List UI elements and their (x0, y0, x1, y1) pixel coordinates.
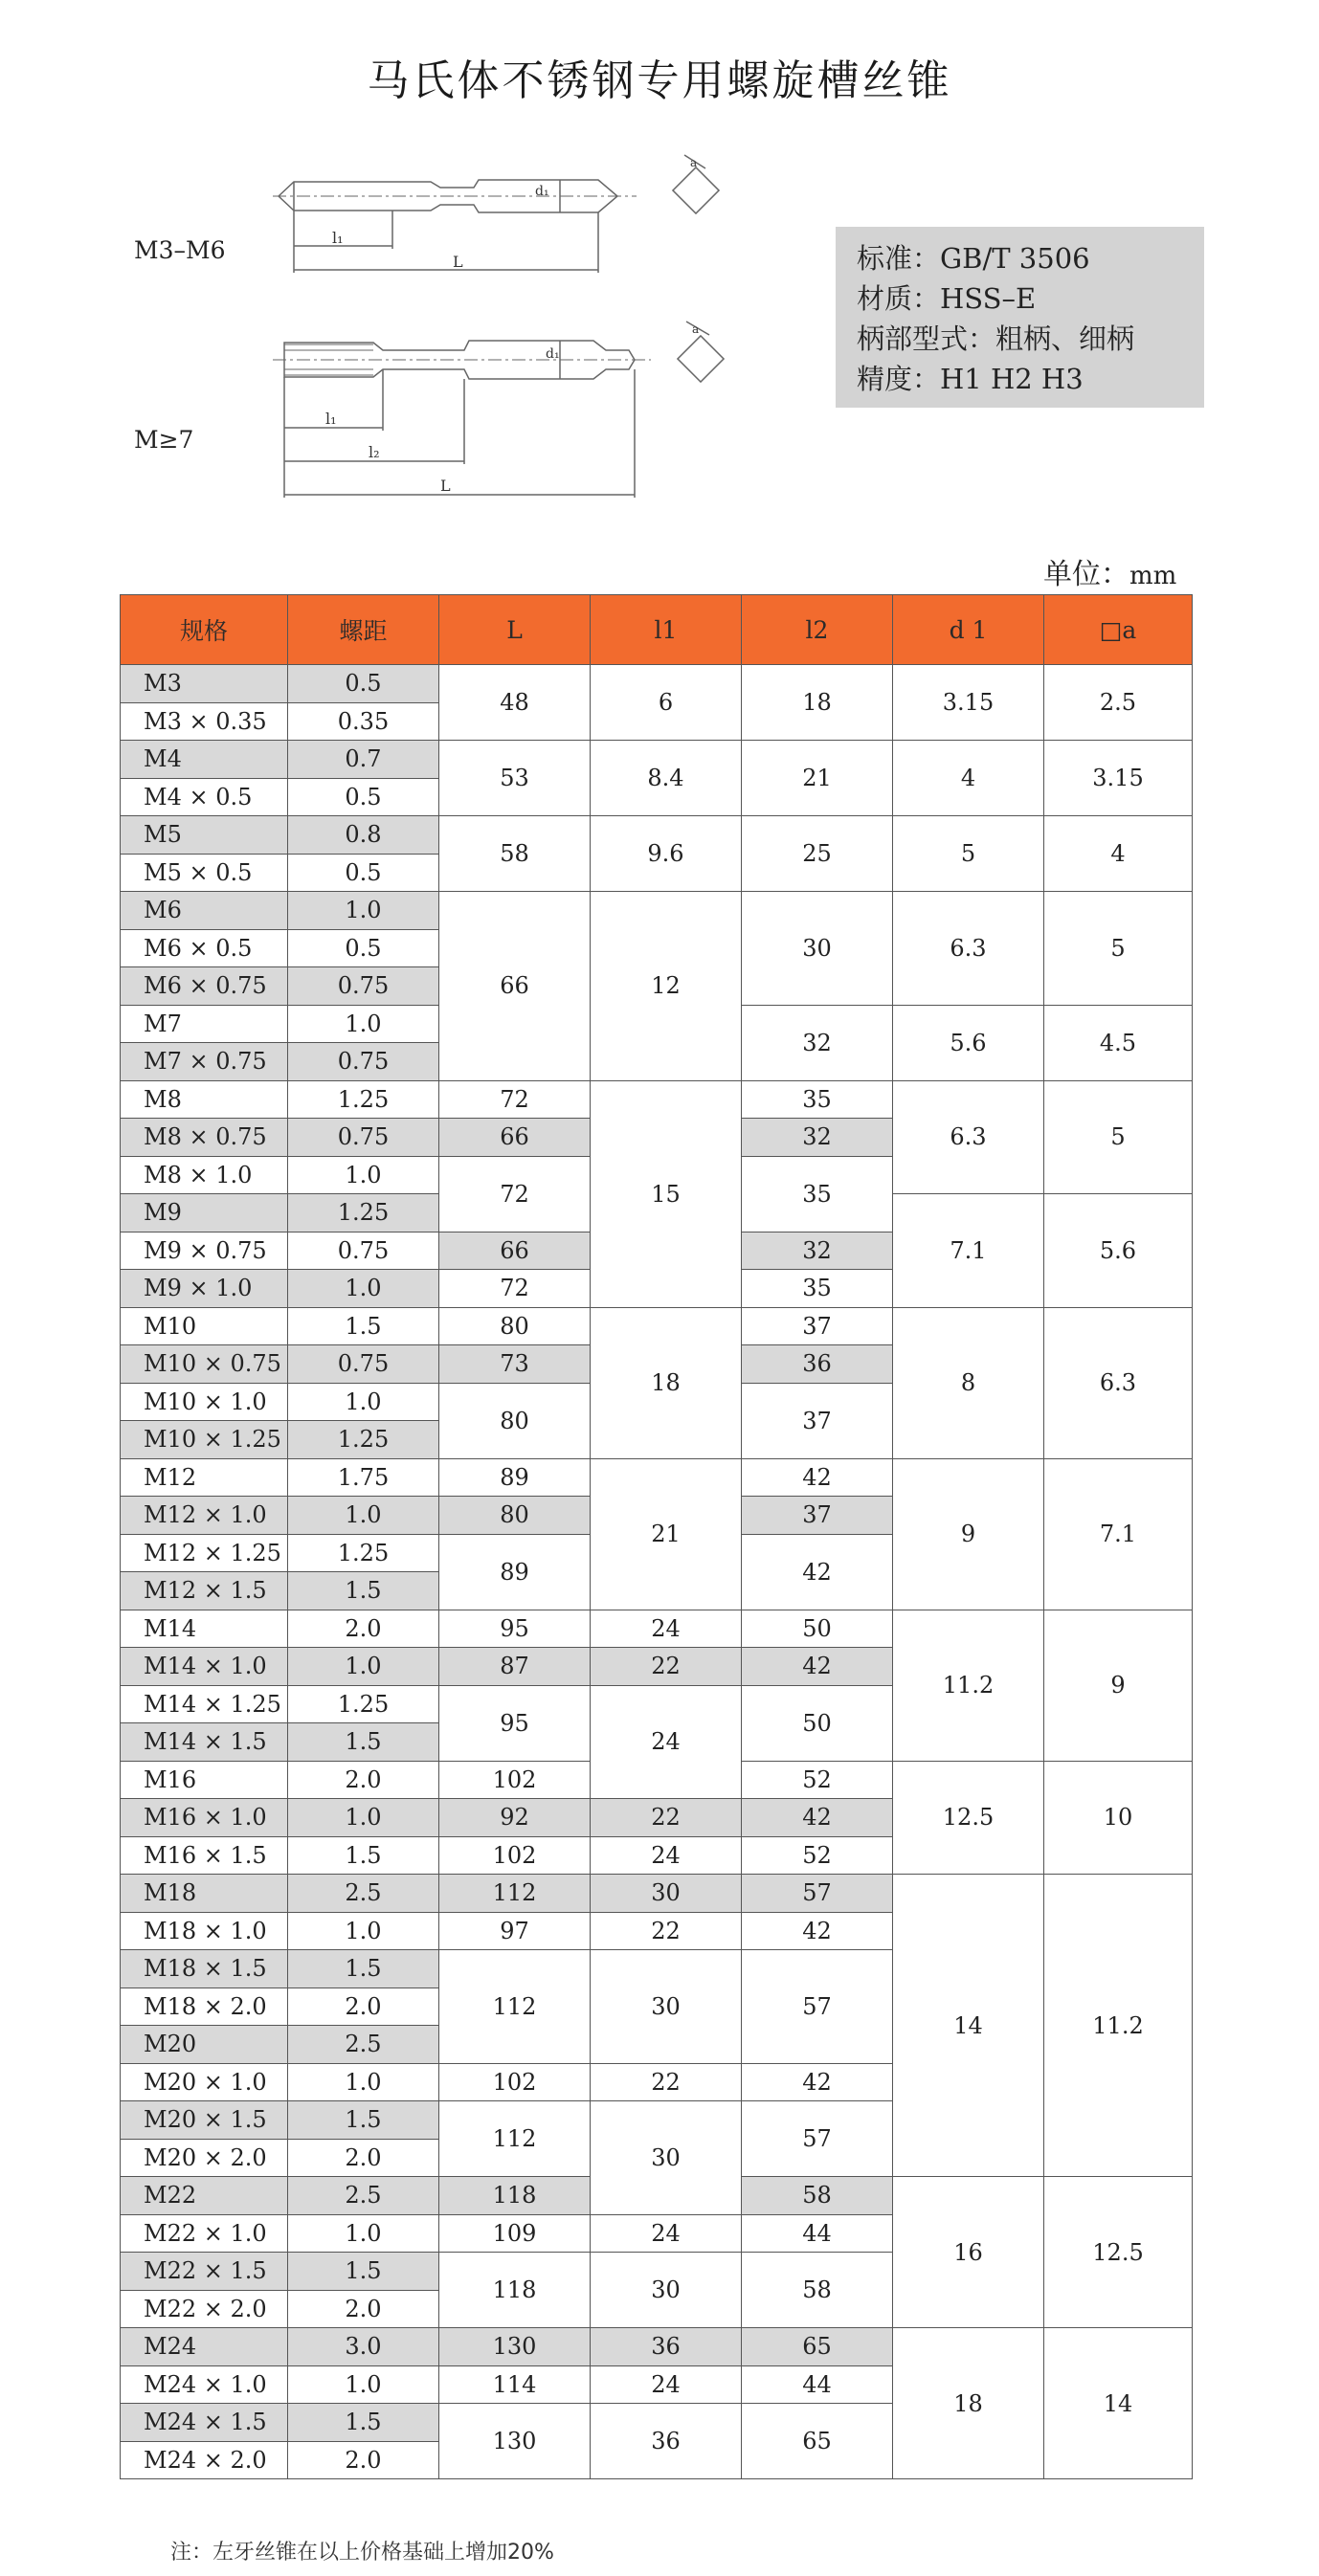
table-cell: M20 × 1.0 (121, 2063, 288, 2101)
header-d1: d 1 (893, 595, 1044, 665)
table-cell: M14 × 1.25 (121, 1685, 288, 1723)
table-cell: 1.0 (288, 1005, 439, 1043)
table-cell: 2.5 (288, 1875, 439, 1913)
table-cell: M16 × 1.5 (121, 1836, 288, 1875)
table-cell: 24 (591, 2365, 742, 2404)
table-cell: 48 (439, 665, 591, 741)
table-cell: 80 (439, 1497, 591, 1535)
table-cell: 6.3 (893, 1080, 1044, 1194)
table-cell: 12 (591, 892, 742, 1081)
table-row (121, 741, 1193, 779)
table-cell: 42 (742, 1799, 893, 1837)
spec-standard: 标准：GB/T 3506 (857, 242, 1090, 275)
table-cell: 52 (742, 1836, 893, 1875)
table-row (121, 2328, 1193, 2366)
table-cell: 0.5 (288, 665, 439, 703)
table-cell: 42 (742, 1648, 893, 1686)
table-cell: 112 (439, 1950, 591, 2064)
table-cell: M6 × 0.75 (121, 967, 288, 1006)
table-cell: 50 (742, 1610, 893, 1648)
table-cell: M14 (121, 1610, 288, 1648)
table-cell: M5 (121, 816, 288, 855)
table-cell: M5 × 0.5 (121, 854, 288, 892)
table-cell: 87 (439, 1648, 591, 1686)
table-cell: M8 × 1.0 (121, 1156, 288, 1194)
table-cell: M20 × 2.0 (121, 2139, 288, 2177)
large-a-label: a (692, 322, 700, 336)
table-cell: 42 (742, 1458, 893, 1497)
table-cell: 1.5 (288, 2404, 439, 2442)
unit-value: mm (1129, 562, 1177, 590)
table-cell: 80 (439, 1307, 591, 1345)
table-cell: 8 (893, 1307, 1044, 1458)
header-L: L (439, 595, 591, 665)
table-cell: 35 (742, 1156, 893, 1232)
table-cell: 21 (742, 741, 893, 816)
table-cell: 0.75 (288, 1345, 439, 1384)
table-cell: 4 (893, 741, 1044, 816)
table-cell: M22 × 1.5 (121, 2253, 288, 2291)
table-cell: 9.6 (591, 816, 742, 892)
table-cell: 25 (742, 816, 893, 892)
table-cell: 5.6 (893, 1005, 1044, 1080)
table-cell: 14 (1044, 2328, 1193, 2479)
spec-material: 材质：HSS–E (857, 282, 1037, 315)
table-cell: M10 × 0.75 (121, 1345, 288, 1384)
table-cell: 42 (742, 1912, 893, 1950)
header-l1: l1 (591, 595, 742, 665)
table-cell: 102 (439, 2063, 591, 2101)
table-cell: 0.7 (288, 741, 439, 779)
table-cell: 42 (742, 2063, 893, 2101)
header-l2: l2 (742, 595, 893, 665)
table-cell: 1.0 (288, 1270, 439, 1308)
table-cell: M16 (121, 1761, 288, 1799)
table-cell: 35 (742, 1270, 893, 1308)
table-cell: 30 (591, 2253, 742, 2328)
small-tap-drawing (273, 153, 790, 278)
table-cell: 21 (591, 1458, 742, 1610)
table-cell: 1.25 (288, 1194, 439, 1232)
table-row (121, 1080, 1193, 1119)
table-cell: 2.0 (288, 2290, 439, 2328)
table-cell: 1.75 (288, 1458, 439, 1497)
table-cell: 80 (439, 1383, 591, 1458)
table-cell: 1.5 (288, 1723, 439, 1762)
table-cell: 58 (439, 816, 591, 892)
table-cell: 1.5 (288, 1307, 439, 1345)
table-cell: 44 (742, 2365, 893, 2404)
table-cell: 1.0 (288, 1383, 439, 1421)
table-cell: 37 (742, 1497, 893, 1535)
table-cell: M24 × 1.0 (121, 2365, 288, 2404)
table-cell: 44 (742, 2214, 893, 2253)
table-cell: 18 (742, 665, 893, 741)
table-cell: M4 × 0.5 (121, 778, 288, 816)
table-cell: M22 (121, 2177, 288, 2215)
table-cell: 0.75 (288, 1043, 439, 1081)
large-l2-label: l₂ (369, 443, 380, 461)
table-cell: 4.5 (1044, 1005, 1193, 1080)
table-cell: M3 × 0.35 (121, 702, 288, 741)
table-cell: 3.0 (288, 2328, 439, 2366)
large-L-label: L (440, 477, 451, 495)
table-cell: 1.5 (288, 2253, 439, 2291)
table-cell: 32 (742, 1005, 893, 1080)
table-cell: 1.0 (288, 2365, 439, 2404)
table-cell: 2.0 (288, 1761, 439, 1799)
table-cell: 11.2 (1044, 1875, 1193, 2177)
table-cell: 10 (1044, 1761, 1193, 1875)
table-cell: M8 × 0.75 (121, 1119, 288, 1157)
table-cell: M8 (121, 1080, 288, 1119)
table-cell: M24 (121, 2328, 288, 2366)
large-tap-label: M≥7 (134, 426, 194, 454)
table-cell: 50 (742, 1685, 893, 1761)
table-cell: M10 (121, 1307, 288, 1345)
unit-prefix: 单位： (1043, 558, 1129, 591)
table-cell: M9 × 0.75 (121, 1232, 288, 1270)
small-a-label: a (690, 156, 698, 169)
table-cell: 1.25 (288, 1080, 439, 1119)
table-cell: 0.75 (288, 967, 439, 1006)
table-cell: 36 (742, 1345, 893, 1384)
table-cell: M6 × 0.5 (121, 929, 288, 967)
table-cell: 22 (591, 1799, 742, 1837)
table-cell: 1.0 (288, 2214, 439, 2253)
spec-box (836, 227, 1204, 408)
spec-table (120, 594, 1193, 2479)
table-cell: 1.25 (288, 1421, 439, 1459)
table-cell: 2.5 (288, 2177, 439, 2215)
table-cell: 5 (893, 816, 1044, 892)
table-cell: 102 (439, 1761, 591, 1799)
table-cell: 1.0 (288, 1799, 439, 1837)
table-cell: M18 × 1.0 (121, 1912, 288, 1950)
table-cell: M18 (121, 1875, 288, 1913)
table-cell: M20 (121, 2026, 288, 2064)
table-cell: 72 (439, 1270, 591, 1308)
table-cell: 1.0 (288, 1648, 439, 1686)
table-cell: 92 (439, 1799, 591, 1837)
table-cell: 6.3 (1044, 1307, 1193, 1458)
table-cell: 1.0 (288, 892, 439, 930)
table-cell: 15 (591, 1080, 742, 1307)
table-cell: M12 × 1.0 (121, 1497, 288, 1535)
table-cell: 0.75 (288, 1232, 439, 1270)
table-cell: 89 (439, 1534, 591, 1610)
table-cell: M12 (121, 1458, 288, 1497)
table-row (121, 816, 1193, 855)
table-row (121, 1307, 1193, 1345)
table-cell: 32 (742, 1119, 893, 1157)
table-cell: 97 (439, 1912, 591, 1950)
table-row (121, 665, 1193, 703)
table-cell: 1.5 (288, 1836, 439, 1875)
table-cell: 95 (439, 1610, 591, 1648)
table-cell: 6 (591, 665, 742, 741)
table-row (121, 1875, 1193, 1913)
table-cell: 0.5 (288, 778, 439, 816)
table-cell: 73 (439, 1345, 591, 1384)
table-cell: M22 × 2.0 (121, 2290, 288, 2328)
table-cell: 8.4 (591, 741, 742, 816)
table-cell: 0.5 (288, 854, 439, 892)
table-cell: 22 (591, 2063, 742, 2101)
table-cell: 58 (742, 2253, 893, 2328)
table-cell: M12 × 1.5 (121, 1572, 288, 1610)
table-cell: M24 × 1.5 (121, 2404, 288, 2442)
table-cell: 3.15 (1044, 741, 1193, 816)
table-row (121, 892, 1193, 930)
small-l1-label: l₁ (332, 229, 344, 247)
table-cell: 0.5 (288, 929, 439, 967)
table-cell: 18 (591, 1307, 742, 1458)
table-cell: M9 × 1.0 (121, 1270, 288, 1308)
table-cell: M24 × 2.0 (121, 2441, 288, 2479)
table-cell: M14 × 1.5 (121, 1723, 288, 1762)
table-cell: 22 (591, 1648, 742, 1686)
table-cell: 1.5 (288, 2101, 439, 2140)
table-cell: 57 (742, 1950, 893, 2064)
table-cell: 14 (893, 1875, 1044, 2177)
unit-label (1043, 550, 1176, 592)
table-cell: M16 × 1.0 (121, 1799, 288, 1837)
small-tap-label: M3–M6 (134, 236, 226, 264)
table-cell: M12 × 1.25 (121, 1534, 288, 1572)
page-title: 马氏体不锈钢专用螺旋槽丝锥 (367, 56, 952, 105)
table-cell: 65 (742, 2404, 893, 2479)
table-cell: 7.1 (893, 1194, 1044, 1308)
table-cell: 42 (742, 1534, 893, 1610)
table-cell: 9 (1044, 1610, 1193, 1761)
table-cell: 0.75 (288, 1119, 439, 1157)
table-cell: 5 (1044, 1080, 1193, 1194)
table-cell: M10 × 1.0 (121, 1383, 288, 1421)
table-cell: 18 (893, 2328, 1044, 2479)
table-cell: 1.5 (288, 1950, 439, 1988)
table-cell: 36 (591, 2328, 742, 2366)
table-cell: 37 (742, 1383, 893, 1458)
table-cell: 2.0 (288, 2139, 439, 2177)
spec-shank: 柄部型式：粗柄、细柄 (857, 322, 1135, 355)
table-cell: 1.0 (288, 1912, 439, 1950)
table-cell: M9 (121, 1194, 288, 1232)
table-cell: 2.0 (288, 1988, 439, 2026)
table-cell: M22 × 1.0 (121, 2214, 288, 2253)
table-cell: 22 (591, 1912, 742, 1950)
table-cell: 5 (1044, 892, 1193, 1006)
table-cell: 12.5 (893, 1761, 1044, 1875)
table-row (121, 1610, 1193, 1648)
table-cell: 72 (439, 1156, 591, 1232)
table-cell: 57 (742, 2101, 893, 2177)
table-cell: 118 (439, 2253, 591, 2328)
table-cell: 112 (439, 1875, 591, 1913)
table-cell: M14 × 1.0 (121, 1648, 288, 1686)
table-cell: 30 (591, 1875, 742, 1913)
table-cell: 66 (439, 1232, 591, 1270)
header-a: □a (1044, 595, 1193, 665)
table-cell: 65 (742, 2328, 893, 2366)
table-cell: 35 (742, 1080, 893, 1119)
table-body (121, 665, 1193, 2479)
table-cell: 16 (893, 2177, 1044, 2328)
small-L-label: L (453, 253, 463, 271)
table-cell: 12.5 (1044, 2177, 1193, 2328)
table-cell: 2.5 (288, 2026, 439, 2064)
footnote: 注：左牙丝锥在以上价格基础上增加20% (170, 2541, 554, 2565)
table-cell: 30 (591, 2101, 742, 2215)
table-cell: 130 (439, 2404, 591, 2479)
large-l1-label: l₁ (325, 410, 337, 428)
table-cell: M7 (121, 1005, 288, 1043)
table-cell: 24 (591, 1836, 742, 1875)
header-spec: 规格 (121, 595, 288, 665)
table-header-row (121, 595, 1193, 665)
table-cell: 6.3 (893, 892, 1044, 1006)
table-cell: 1.0 (288, 1156, 439, 1194)
large-d1-label: d₁ (546, 346, 560, 362)
table-cell: 52 (742, 1761, 893, 1799)
table-cell: M10 × 1.25 (121, 1421, 288, 1459)
table-cell: 2.0 (288, 1610, 439, 1648)
table-cell: 24 (591, 1610, 742, 1648)
table-cell: 2.0 (288, 2441, 439, 2479)
table-cell: 114 (439, 2365, 591, 2404)
table-cell: M18 × 1.5 (121, 1950, 288, 1988)
table-cell: 1.0 (288, 2063, 439, 2101)
table-cell: 109 (439, 2214, 591, 2253)
large-tap-drawing (273, 316, 790, 498)
table-cell: 9 (893, 1458, 1044, 1610)
table-cell: 53 (439, 741, 591, 816)
table-cell: 66 (439, 1119, 591, 1157)
table-cell: M3 (121, 665, 288, 703)
table-cell: 66 (439, 892, 591, 1081)
spec-precision: 精度：H1 H2 H3 (857, 363, 1084, 395)
header-pitch: 螺距 (288, 595, 439, 665)
table-cell: 102 (439, 1836, 591, 1875)
table-cell: 4 (1044, 816, 1193, 892)
table-cell: M6 (121, 892, 288, 930)
table-cell: M20 × 1.5 (121, 2101, 288, 2140)
table-cell: 1.5 (288, 1572, 439, 1610)
table-row (121, 1458, 1193, 1497)
table-cell: 72 (439, 1080, 591, 1119)
table-cell: 118 (439, 2177, 591, 2215)
table-cell: 1.0 (288, 1497, 439, 1535)
table-cell: 89 (439, 1458, 591, 1497)
table-cell: 0.35 (288, 702, 439, 741)
table-cell: 58 (742, 2177, 893, 2215)
table-cell: 1.25 (288, 1685, 439, 1723)
table-cell: 37 (742, 1307, 893, 1345)
table-cell: 1.25 (288, 1534, 439, 1572)
table-cell: 24 (591, 1685, 742, 1799)
table-cell: 130 (439, 2328, 591, 2366)
table-cell: 2.5 (1044, 665, 1193, 741)
small-d1-label: d₁ (535, 184, 549, 199)
table-cell: M7 × 0.75 (121, 1043, 288, 1081)
table-cell: M18 × 2.0 (121, 1988, 288, 2026)
table-cell: 5.6 (1044, 1194, 1193, 1308)
table-cell: 11.2 (893, 1610, 1044, 1761)
table-cell: 7.1 (1044, 1458, 1193, 1610)
table-cell: 32 (742, 1232, 893, 1270)
table-cell: M4 (121, 741, 288, 779)
table-cell: 0.8 (288, 816, 439, 855)
table-cell: 30 (591, 1950, 742, 2064)
table-cell: 24 (591, 2214, 742, 2253)
table-cell: 36 (591, 2404, 742, 2479)
table-cell: 30 (742, 892, 893, 1006)
table-cell: 112 (439, 2101, 591, 2177)
table-cell: 3.15 (893, 665, 1044, 741)
table-cell: 95 (439, 1685, 591, 1761)
table-cell: 57 (742, 1875, 893, 1913)
